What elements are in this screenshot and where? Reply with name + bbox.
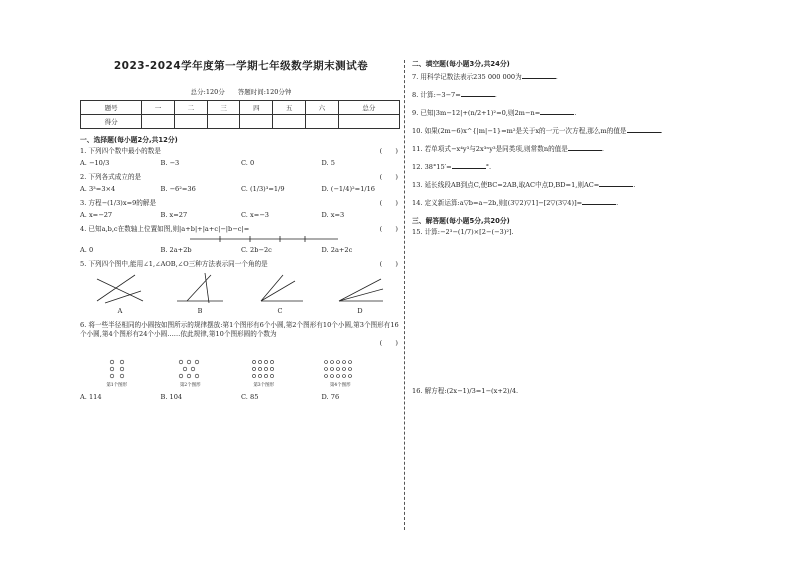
answer-blank[interactable]	[540, 107, 574, 115]
q6-options	[80, 392, 402, 402]
q1-options	[80, 158, 402, 168]
dot-pattern	[249, 358, 279, 388]
question-text: 11. 若单项式−x⁴y³与2x³ⁿy³是同类项,则常数n的值是	[412, 145, 568, 153]
option: C. 0	[241, 159, 255, 167]
option: D. 5	[321, 159, 335, 167]
dot-figure	[175, 358, 205, 380]
score-blank	[338, 115, 399, 129]
question-9: 9. 已知|3m−12|+(n/2+1)²=0,则2m−n= .	[412, 109, 577, 117]
question-text: 9. 已知|3m−12|+(n/2+1)²=0,则2m−n=	[412, 109, 541, 117]
figure-label: 第4个图形	[329, 383, 351, 388]
number-line-figure	[190, 235, 340, 243]
question-text: 3. 方程−(1/3)x=9的解是	[80, 199, 157, 207]
option: B. 2a+2b	[160, 246, 192, 254]
answer-paren: ( )	[379, 225, 398, 233]
question-6-paren-row	[80, 339, 402, 348]
score-cell: 五	[273, 101, 306, 115]
q3-options	[80, 210, 402, 220]
score-cell: 二	[174, 101, 207, 115]
angle-figure-c	[255, 271, 305, 305]
question-2	[80, 173, 402, 182]
question-7: 7. 用科学记数法表示235 000 000为 .	[412, 73, 558, 81]
score-value-row	[81, 115, 400, 129]
score-cell: 六	[306, 101, 339, 115]
figure-label: 第2个图形	[179, 383, 201, 388]
question-3	[80, 199, 402, 208]
dot-pattern	[175, 358, 205, 388]
question-text: 7. 用科学记数法表示235 000 000为	[412, 73, 522, 81]
option: D. 2a+2c	[321, 246, 353, 254]
right-column	[412, 58, 712, 403]
answer-paren: ( )	[379, 147, 398, 155]
question-11: 11. 若单项式−x⁴y³与2x³ⁿy³是同类项,则常数n的值是 .	[412, 145, 604, 153]
angle-figure	[330, 271, 390, 315]
answer-paren: ( )	[379, 339, 398, 347]
question-12	[412, 161, 712, 172]
question-text: 8. 计算:−3−7=	[412, 91, 461, 99]
column-divider	[404, 60, 405, 530]
dot-pattern	[322, 358, 358, 388]
angle-figure-b	[175, 271, 225, 305]
angle-figure	[170, 271, 230, 315]
question-text: 14. 定义新运算:a▽b=a−2b,则[(3▽2)▽1]−[2▽(3▽4)]=	[412, 199, 583, 207]
angle-figure	[90, 271, 150, 315]
figure-label: C	[277, 307, 283, 315]
q6-figures	[80, 358, 380, 388]
question-6	[80, 321, 402, 339]
q5-figures	[90, 271, 390, 315]
answer-blank[interactable]	[599, 179, 633, 187]
score-cell: 一	[142, 101, 175, 115]
score-cell: 三	[207, 101, 240, 115]
q2-options	[80, 184, 402, 194]
option: D. 76	[321, 393, 340, 401]
score-blank	[240, 115, 273, 129]
score-cell: 四	[240, 101, 273, 115]
question-15: 15. 计算:−2³−(1/7)×[2−(−3)²].	[412, 228, 514, 236]
score-header-row	[81, 101, 400, 115]
angle-figure-a	[95, 271, 145, 305]
angle-figure-d	[335, 271, 385, 305]
option: B. 104	[160, 393, 183, 401]
question-14: 14. 定义新运算:a▽b=a−2b,则[(3▽2)▽1]−[2▽(3▽4)]= .	[412, 199, 619, 207]
dot-figure	[322, 358, 358, 380]
option: C. x=−3	[241, 211, 269, 219]
score-blank	[273, 115, 306, 129]
figure-label: 第1个图形	[106, 383, 128, 388]
option: A. −10/3	[80, 159, 110, 167]
question-text: 13. 延长线段AB到点C,使BC=2AB,取AC中点D,BD=1,则AC=	[412, 181, 600, 189]
figure-label: D	[357, 307, 363, 315]
q4-options	[80, 245, 402, 255]
figure-label: 第3个图形	[253, 383, 275, 388]
question-13: 13. 延长线段AB到点C,使BC=2AB,取AC中点D,BD=1,则AC= .	[412, 181, 636, 189]
dot-figure	[102, 358, 132, 380]
score-blank	[142, 115, 175, 129]
unit-text: °.	[485, 163, 492, 171]
option: B. x=27	[160, 211, 188, 219]
score-table	[80, 100, 400, 129]
figure-label: A	[117, 307, 123, 315]
question-1	[80, 147, 402, 156]
option: C. 85	[241, 393, 259, 401]
option: C. (1/3)³=1/9	[241, 185, 285, 193]
answer-blank[interactable]	[522, 71, 556, 79]
option: A. 114	[80, 393, 102, 401]
option: B. −3	[160, 159, 180, 167]
option: B. −6²=36	[160, 185, 196, 193]
question-text: 1. 下列四个数中最小的数是	[80, 147, 161, 155]
question-text: 4. 已知a,b,c在数轴上位置如图,则|a+b|+|a+c|−|b−c|=	[80, 225, 250, 233]
question-text: 5. 下列四个图中,能用∠1,∠AOB,∠O三种方法表示同一个角的是	[80, 260, 268, 268]
section-2-heading: 二、填空题(每小题3分,共24分)	[412, 60, 510, 68]
question-8: 8. 计算:−3−7= .	[412, 91, 497, 99]
option: A. x=−27	[80, 211, 113, 219]
score-row-label: 得分	[81, 115, 142, 129]
answer-blank[interactable]	[568, 143, 602, 151]
score-cell: 题号	[81, 101, 142, 115]
question-text: 12. 38°15′=	[412, 163, 452, 171]
dot-figure	[249, 358, 279, 380]
score-blank	[306, 115, 339, 129]
answer-paren: ( )	[379, 260, 398, 268]
option: D. (−1/4)²=1/16	[321, 185, 375, 193]
option: C. 2b−2c	[241, 246, 272, 254]
question-4	[80, 225, 402, 234]
score-blank	[207, 115, 240, 129]
answer-paren: ( )	[379, 199, 398, 207]
dot-pattern	[102, 358, 132, 388]
score-cell: 总分	[338, 101, 399, 115]
section-1-heading: 一、选择题(每小题2分,共12分)	[80, 136, 178, 144]
answer-blank[interactable]	[582, 197, 616, 205]
question-5	[80, 260, 402, 269]
answer-blank[interactable]	[452, 161, 486, 169]
figure-label: B	[197, 307, 203, 315]
option: A. 3³=3×4	[80, 185, 116, 193]
answer-blank[interactable]	[627, 125, 661, 133]
question-text: 10. 如果(2m−6)x^{|m|−1}=m²是关于x的一元一次方程,那么m的值是	[412, 127, 627, 135]
section-3-heading: 三、解答题(每小题5分,共20分)	[412, 217, 510, 225]
option: A. 0	[80, 246, 94, 254]
answer-blank[interactable]	[461, 89, 495, 97]
answer-paren: ( )	[379, 173, 398, 181]
angle-figure	[250, 271, 310, 315]
question-text: 2. 下列各式成立的是	[80, 173, 142, 181]
question-10: 10. 如果(2m−6)x^{|m|−1}=m²是关于x的一元一次方程,那么m的值是 .	[412, 127, 663, 135]
exam-title: 2023-2024学年度第一学期七年级数学期末测试卷	[113, 60, 369, 72]
question-text: 6. 将一些半径相同的小圆按如图所示的规律摆放:第1个图形有6个小圆,第2个图形有10个小圆,第3个图形有16个小圆,第4个图形有24个小圆……依此规律,第10个图形圆的个数为	[80, 321, 399, 338]
exam-subtitle: 总分:120分 答题时间:120分钟	[190, 88, 292, 96]
score-blank	[174, 115, 207, 129]
left-column	[80, 58, 402, 407]
option: D. x=3	[321, 211, 345, 219]
question-16: 16. 解方程:(2x−1)/3=1−(x+2)/4.	[412, 387, 519, 395]
